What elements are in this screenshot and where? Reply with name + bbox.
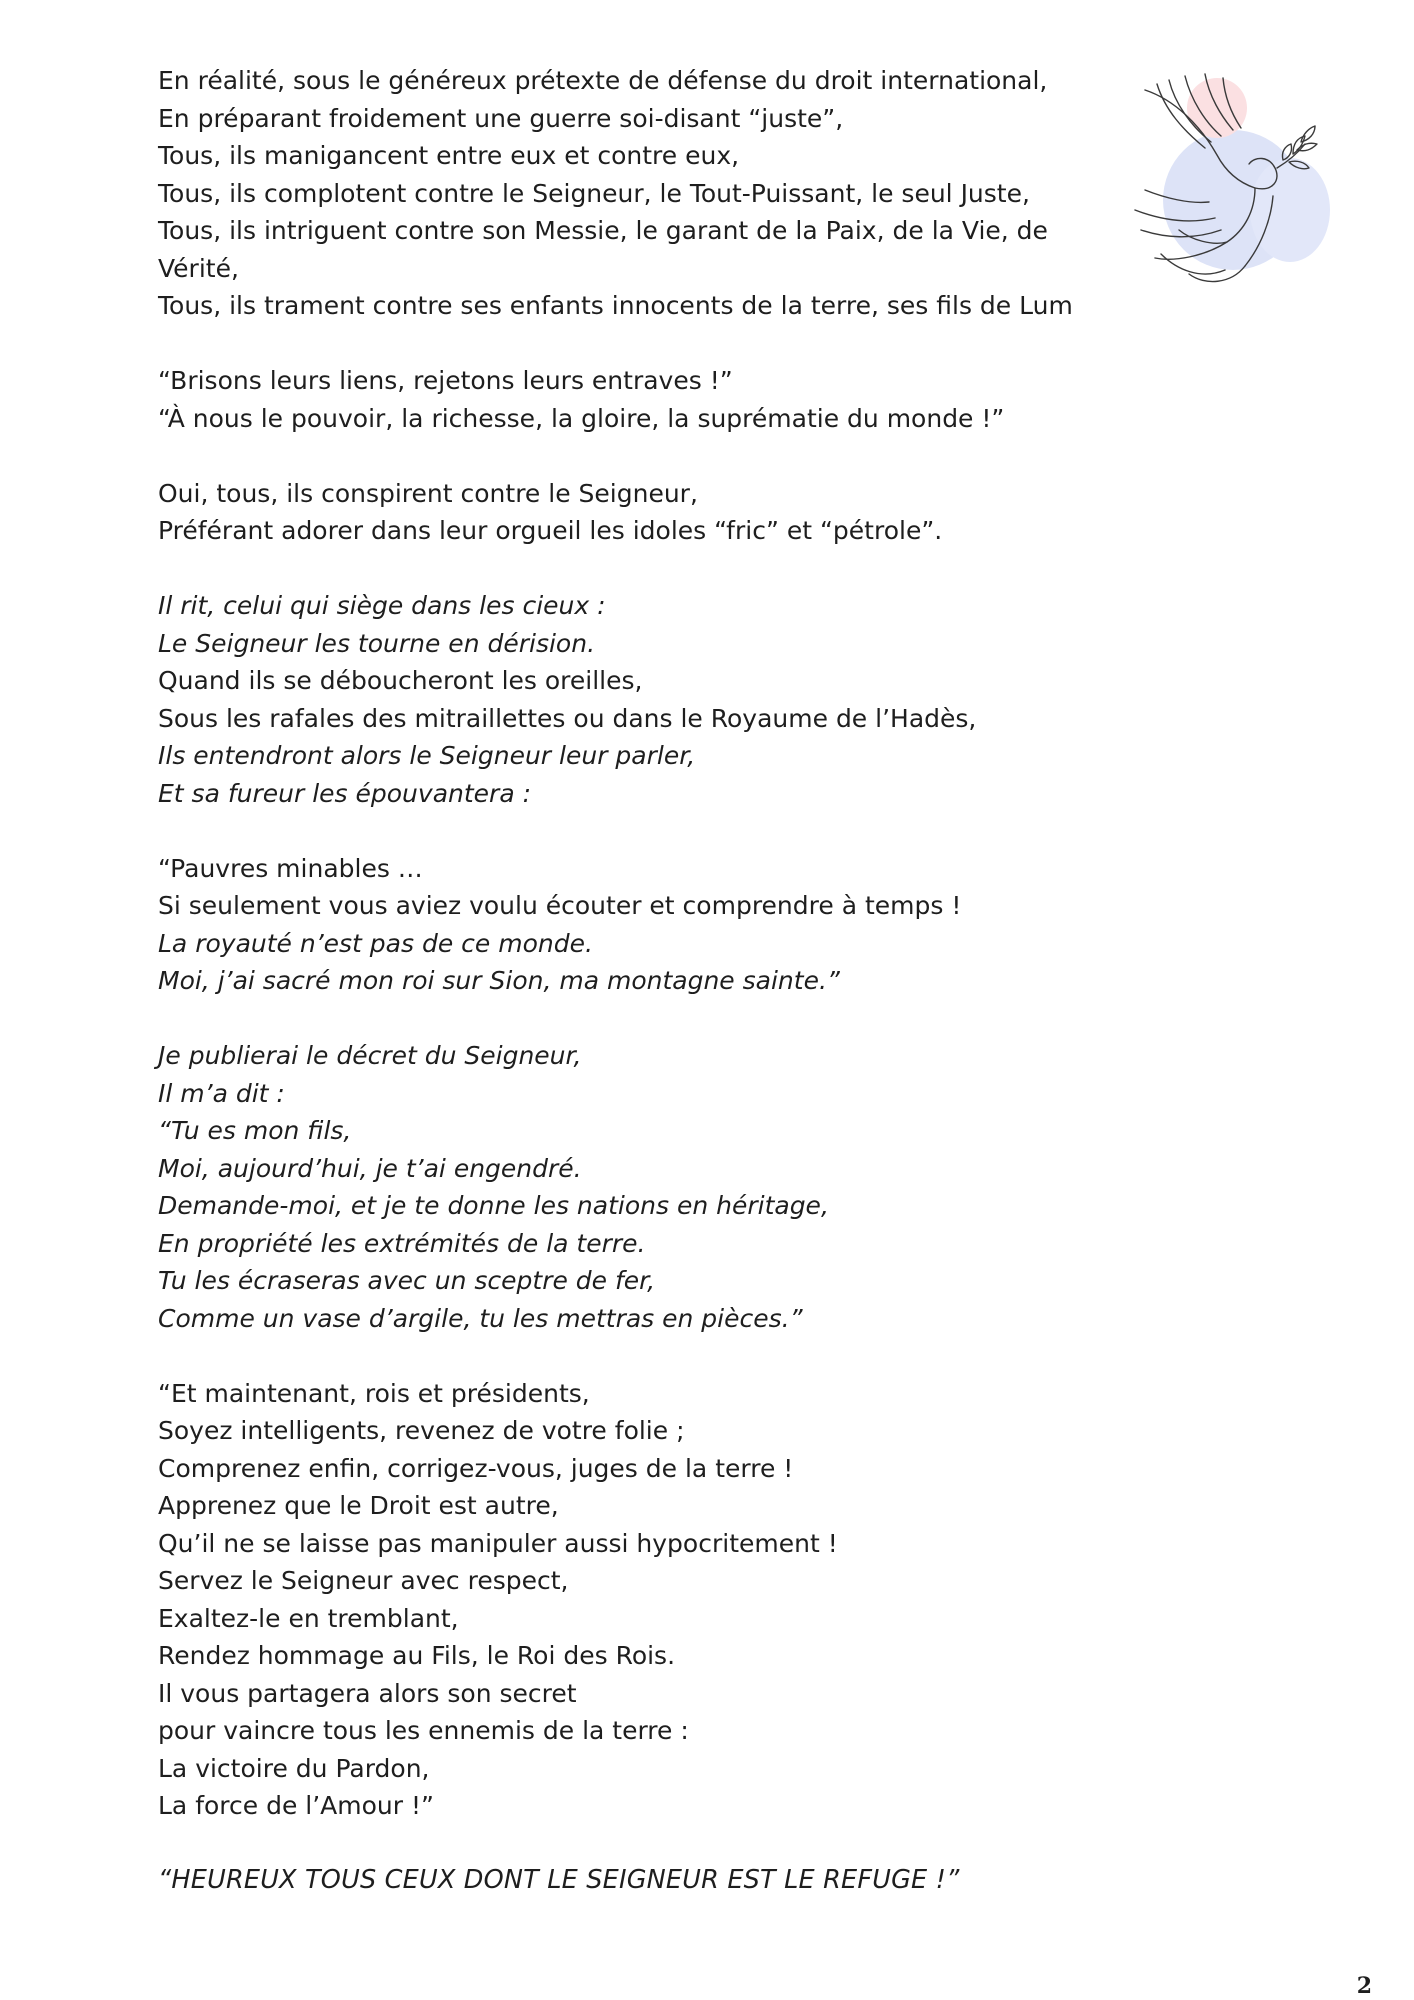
poem-line: La victoire du Pardon, bbox=[158, 1753, 430, 1783]
poem-line: Demande-moi, et je te donne les nations en héritage, bbox=[158, 1191, 829, 1220]
poem-line: En propriété les extrémités de la terre. bbox=[158, 1228, 646, 1258]
poem-line: “Brisons leurs liens, rejetons leurs entraves !” bbox=[158, 366, 733, 395]
poem-line: Soyez intelligents, revenez de votre folie ; bbox=[158, 1416, 685, 1445]
poem-line: “À nous le pouvoir, la richesse, la gloire, la suprématie du monde !” bbox=[158, 403, 1005, 433]
stanza bbox=[158, 587, 1078, 812]
poem-line: Moi, aujourd’hui, je t’ai engendré. bbox=[158, 1153, 582, 1183]
poem-line: Préférant adorer dans leur orgueil les idoles “fric” et “pétrole”. bbox=[158, 516, 943, 545]
poem-line: Et sa fureur les épouvantera : bbox=[158, 778, 532, 808]
stanza bbox=[158, 362, 1078, 437]
stanza bbox=[158, 62, 1078, 325]
poem-line: Tous, ils manigancent entre eux et contre eux, bbox=[158, 141, 740, 170]
stanza bbox=[158, 1375, 1078, 1825]
poem-line: pour vaincre tous les ennemis de la terre : bbox=[158, 1716, 689, 1745]
poem-line: Il rit, celui qui siège dans les cieux : bbox=[158, 591, 606, 620]
stanza bbox=[158, 1037, 1078, 1337]
closing-line bbox=[158, 1862, 1078, 1900]
poem-line: Il m’a dit : bbox=[158, 1078, 285, 1108]
poem-line: Si seulement vous aviez voulu écouter et comprendre à temps ! bbox=[158, 891, 962, 920]
poem-line: Tous, ils complotent contre le Seigneur, le Tout-Puissant, le seul Juste, bbox=[158, 178, 1030, 208]
poem-line: Rendez hommage au Fils, le Roi des Rois. bbox=[158, 1641, 676, 1670]
poem-line: En préparant froidement une guerre soi-disant “juste”, bbox=[158, 103, 844, 133]
poem-line: Le Seigneur les tourne en dérision. bbox=[158, 628, 596, 658]
poem-line: La royauté n’est pas de ce monde. bbox=[158, 928, 593, 958]
poem-line: Apprenez que le Droit est autre, bbox=[158, 1491, 559, 1520]
poem-line: Servez le Seigneur avec respect, bbox=[158, 1566, 569, 1595]
poem-line: Moi, j’ai sacré mon roi sur Sion, ma montagne sainte.” bbox=[158, 966, 840, 995]
poem-line: Sous les rafales des mitraillettes ou dans le Royaume de l’Hadès, bbox=[158, 703, 977, 733]
poem-line: “Pauvres minables … bbox=[158, 853, 423, 883]
page-number: 2 bbox=[1356, 1973, 1372, 1999]
poem-line: “Et maintenant, rois et présidents, bbox=[158, 1378, 590, 1408]
poem-line: “Tu es mon fils, bbox=[158, 1116, 352, 1145]
poem-line: Tu les écraseras avec un sceptre de fer, bbox=[158, 1266, 656, 1295]
poem-line: Quand ils se déboucheront les oreilles, bbox=[158, 666, 643, 695]
poem-line: Exaltez-le en tremblant, bbox=[158, 1603, 459, 1633]
poem-line: Tous, ils trament contre ses enfants innocents de la terre, ses fils de Lum bbox=[158, 291, 1073, 320]
poem-line: Tous, ils intriguent contre son Messie, le garant de la Paix, de la Vie, de bbox=[158, 216, 1048, 245]
poem-line: Il vous partagera alors son secret bbox=[158, 1678, 577, 1708]
poem-line: “HEUREUX TOUS CEUX DONT LE SEIGNEUR EST LE REFUGE !” bbox=[158, 1865, 960, 1895]
poem-line: Je publierai le décret du Seigneur, bbox=[158, 1041, 582, 1070]
poem-body bbox=[158, 62, 1078, 1937]
dove-with-olive-branch-icon bbox=[1105, 70, 1330, 295]
poem-line: Comme un vase d’argile, tu les mettras en pièces.” bbox=[158, 1303, 803, 1333]
poem-line: Vérité, bbox=[158, 253, 239, 283]
poem-line: La force de l’Amour !” bbox=[158, 1791, 434, 1820]
poem-line: Qu’il ne se laisse pas manipuler aussi hypocritement ! bbox=[158, 1528, 838, 1558]
stanza bbox=[158, 850, 1078, 1000]
poem-line: Oui, tous, ils conspirent contre le Seigneur, bbox=[158, 478, 698, 508]
stanza bbox=[158, 475, 1078, 550]
poem-line: Ils entendront alors le Seigneur leur parler, bbox=[158, 741, 696, 770]
poem-line: Comprenez enfin, corrigez-vous, juges de la terre ! bbox=[158, 1453, 794, 1483]
poem-line: En réalité, sous le généreux prétexte de défense du droit international, bbox=[158, 66, 1048, 95]
